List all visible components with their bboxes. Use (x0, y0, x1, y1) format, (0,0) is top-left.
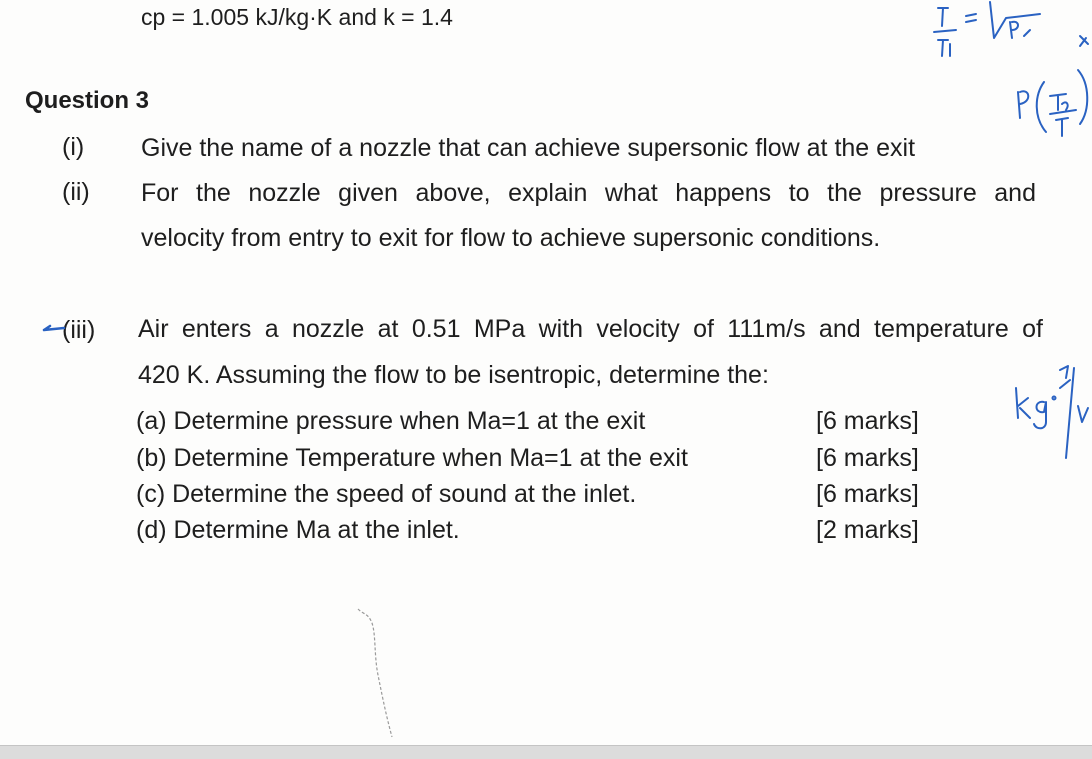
handwritten-arrow-mark (40, 318, 68, 338)
part-iii-line-1: Air enters a nozzle at 0.51 MPa with velocity of 111m/s and temperature of (138, 315, 1043, 343)
bottom-scrollbar[interactable] (0, 745, 1092, 759)
handwritten-units-annotation (1008, 358, 1092, 470)
part-iii-number: (iii) (62, 316, 96, 344)
subpart-c-marks: [6 marks] (816, 480, 919, 508)
part-i-text: Give the name of a nozzle that can achieve supersonic flow at the exit (141, 134, 916, 162)
part-i-number: (i) (62, 133, 85, 161)
part-ii-number: (ii) (62, 178, 90, 206)
subpart-d-marks: [2 marks] (816, 516, 919, 544)
subpart-c-text: (c) Determine the speed of sound at the inlet. (136, 480, 637, 508)
question-heading: Question 3 (25, 87, 150, 114)
constants-line: cp = 1.005 kJ/kg·K and k = 1.4 (141, 4, 453, 30)
subpart-a-marks: [6 marks] (816, 407, 919, 435)
subpart-b-marks: [6 marks] (816, 444, 919, 472)
part-ii-line-2: velocity from entry to exit for flow to achieve supersonic conditions. (141, 224, 881, 252)
pencil-scribble (350, 605, 410, 745)
part-ii-line-1: For the nozzle given above, explain what happens to the pressure and (141, 179, 1036, 207)
handwritten-formula-annotation (920, 0, 1092, 160)
part-iii-line-2: 420 K. Assuming the flow to be isentropic, determine the: (138, 361, 769, 389)
subpart-a-text: (a) Determine pressure when Ma=1 at the exit (136, 407, 646, 435)
subpart-b-text: (b) Determine Temperature when Ma=1 at the exit (136, 444, 688, 472)
subpart-d-text: (d) Determine Ma at the inlet. (136, 516, 460, 544)
